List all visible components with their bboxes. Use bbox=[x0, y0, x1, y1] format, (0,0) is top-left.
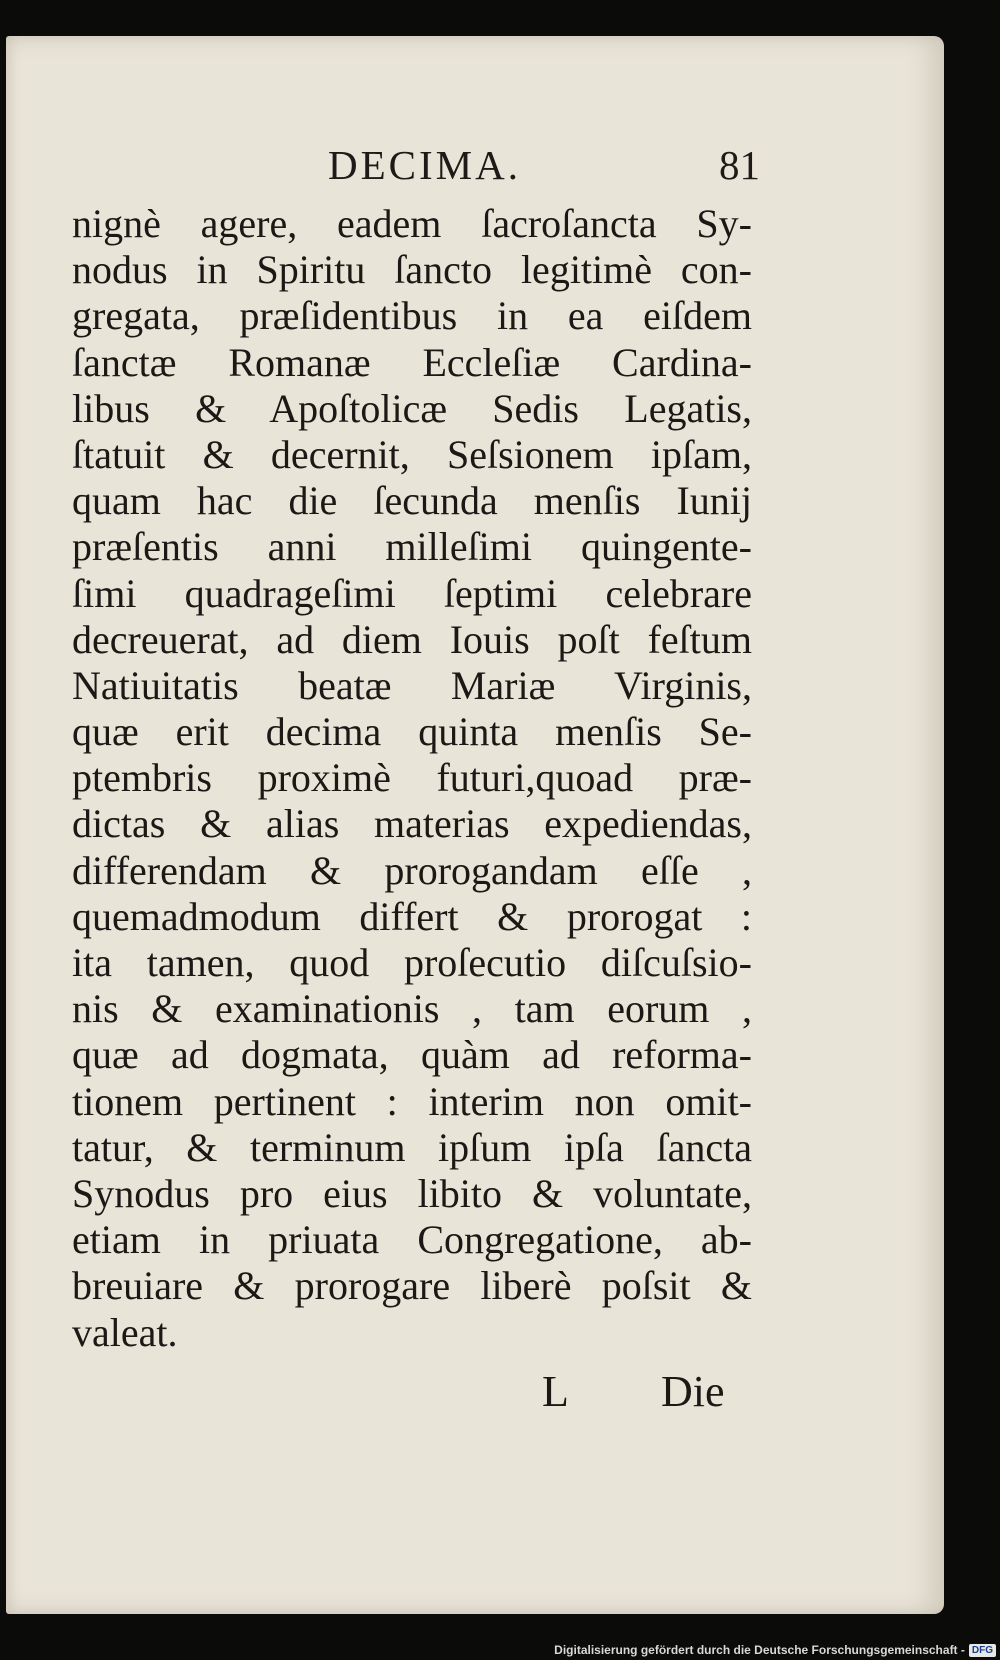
body-text bbox=[72, 201, 752, 1356]
text-line: gregata, præſidentibus in ea eiſdem bbox=[72, 293, 752, 339]
text-line: præſentis anni milleſimi quingente- bbox=[72, 524, 752, 570]
signature-mark: L bbox=[542, 1367, 569, 1416]
text-line: valeat. bbox=[72, 1309, 178, 1355]
text-line: etiam in priuata Congregatione, ab- bbox=[72, 1217, 752, 1263]
text-line: quam hac die ſecunda menſis Iunij bbox=[72, 478, 752, 524]
digitization-credit bbox=[554, 1643, 996, 1657]
text-line: nis & examinationis , tam eorum , bbox=[72, 986, 752, 1032]
text-line: ſtatuit & decernit, Seſsionem ipſam, bbox=[72, 431, 752, 477]
text-line: decreuerat, ad diem Iouis poſt feſtum bbox=[72, 616, 752, 662]
text-line: nignè agere, eadem ſacroſancta Sy- bbox=[72, 201, 752, 246]
running-title: DECIMA. bbox=[328, 142, 521, 188]
text-line: tionem pertinent : interim non omit- bbox=[72, 1078, 752, 1124]
text-line: differendam & prorogandam eſſe , bbox=[72, 847, 752, 893]
text-line: ita tamen, quod proſecutio diſcuſsio- bbox=[72, 940, 752, 985]
book-page bbox=[6, 36, 944, 1614]
text-line: tatur, & terminum ipſum ipſa ſancta bbox=[72, 1124, 752, 1170]
text-line: ſanctæ Romanæ Eccleſiæ Cardina- bbox=[72, 339, 752, 385]
catchword: Die bbox=[661, 1367, 725, 1416]
folio-number: 81 bbox=[719, 142, 760, 188]
text-line: nodus in Spiritu ſancto legitimè con- bbox=[72, 247, 752, 293]
text-line: dictas & alias materias expediendas, bbox=[72, 801, 752, 847]
text-line: libus & Apoſtolicæ Sedis Legatis, bbox=[72, 385, 752, 431]
text-line: quemadmodum differt & prorogat : bbox=[72, 893, 752, 939]
text-line: breuiare & prorogare liberè poſsit & bbox=[72, 1263, 752, 1309]
dfg-logo: DFG bbox=[969, 1644, 996, 1657]
text-line: quæ ad dogmata, quàm ad reforma- bbox=[72, 1032, 752, 1078]
text-line: Synodus pro eius libito & voluntate, bbox=[72, 1170, 752, 1216]
text-line: Natiuitatis beatæ Mariæ Virginis, bbox=[72, 662, 752, 708]
text-line: ſimi quadrageſimi ſeptimi celebrare bbox=[72, 570, 752, 616]
text-line: quæ erit decima quinta menſis Se- bbox=[72, 709, 752, 755]
credit-text: Digitalisierung gefördert durch die Deutsche Forschungsgemeinschaft - bbox=[554, 1643, 965, 1657]
text-line: ptembris proximè futuri,quoad præ- bbox=[72, 755, 752, 801]
